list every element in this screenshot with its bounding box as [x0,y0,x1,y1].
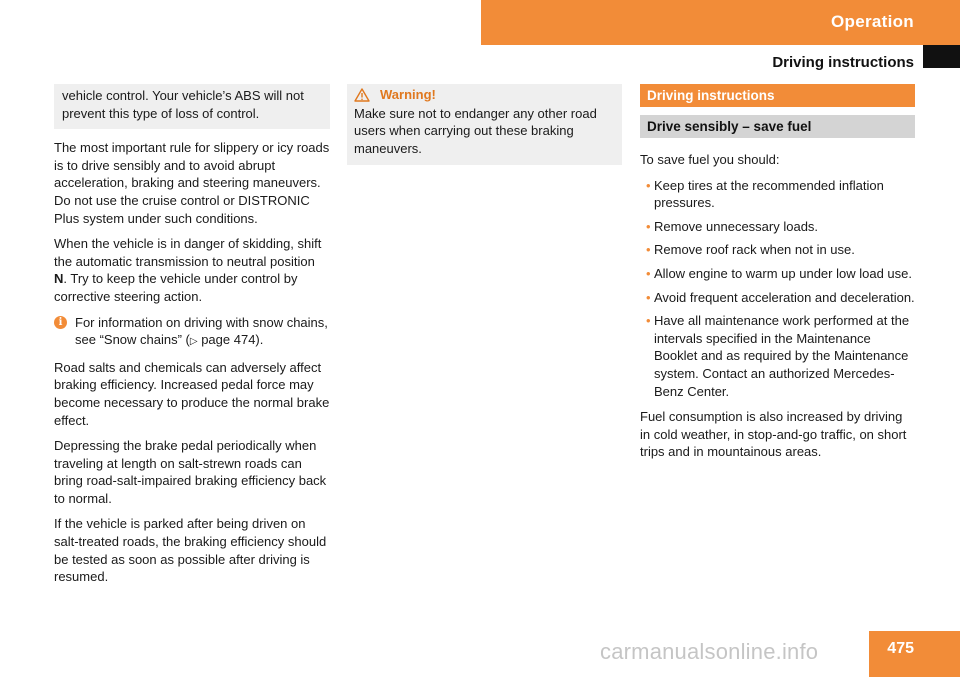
list-item: • Avoid frequent acceleration and deceleration. [646,289,915,305]
bullet-icon: • [646,218,651,234]
info-note [54,314,330,351]
column-left [54,84,330,594]
column-right [640,84,915,469]
bullet-icon: • [646,242,651,258]
list-item: • Remove unnecessary loads. [646,218,819,234]
watermark: carmanualsonline.info [600,639,819,664]
info-icon: i [54,316,67,329]
paragraph-slippery-roads: The most important rule for slippery or icy roads is to drive sensibly and to avoid abrupt acceleration, braking and steering maneuvers. Do not use the cruise control or DISTRONIC Plus system under such conditions. [54,140,330,226]
bullet-icon: • [646,177,651,193]
gear-position-n: N [54,271,64,287]
warning-title: Warning! [380,87,436,102]
list-item: • Have all maintenance work performed at the intervals specified in the Maintenance Booklet and as required by the Maintenance system. Contact an authorized Mercedes-Benz Center. [646,313,910,399]
paragraph-skidding: When the vehicle is in danger of skidding, shift the automatic transmission to neutral position N. Try to keep the vehicle under control by corrective steering action. [54,236,322,304]
info-note-text: For information on driving with snow chains, see “Snow chains” (▷ page 474). [75,314,328,348]
bullet-icon: • [646,265,651,281]
section-heading: Driving instructions [640,84,915,107]
continued-warning-box [54,84,330,129]
list-item: • Allow engine to warm up under low load use. [646,265,912,281]
subsection-heading: Drive sensibly – save fuel [640,115,915,138]
page-ref-link[interactable]: page 474). [197,332,264,348]
list-item: • Remove roof rack when not in use. [646,242,855,258]
corner-marker [923,45,960,68]
section-tab [481,0,960,45]
paragraph-road-salts: Road salts and chemicals can adversely affect braking efficiency. Increased pedal force may become necessary to produce the normal brake effect. [54,359,330,428]
fuel-intro: To save fuel you should: [640,152,780,167]
column-middle [347,84,622,165]
paragraph-parked-vehicle: If the vehicle is parked after being driven on salt-treated roads, the braking efficiency should be tested as soon as possible after driving is resumed. [54,516,327,585]
page-ref-arrow-icon: ▷ [189,336,198,348]
warning-header [354,86,614,104]
bullet-icon: • [646,313,651,329]
warning-text: Make sure not to endanger any other road users when carrying out these braking maneuvers. [354,105,597,156]
page-subtitle: Driving instructions [772,54,914,71]
warning-triangle-icon [354,88,370,102]
bullet-icon: • [646,289,651,305]
page-number: 475 [887,640,914,657]
warning-box [347,84,622,165]
fuel-consumption-note: Fuel consumption is also increased by driving in cold weather, in stop-and-go traffic, on short trips and in mountainous areas. [640,409,907,460]
continued-warning-text: vehicle control. Your vehicle’s ABS will not prevent this type of loss of control. [62,88,304,121]
list-item: • Keep tires at the recommended inflation pressures. [646,177,884,211]
page-number-tab [869,631,960,677]
section-title: Operation [831,12,914,31]
paragraph-brake-pedal: Depressing the brake pedal periodically when traveling at length on salt-strewn roads can bring road-salt-impaired braking efficiency back to normal. [54,438,327,506]
fuel-tips-list [640,177,915,401]
